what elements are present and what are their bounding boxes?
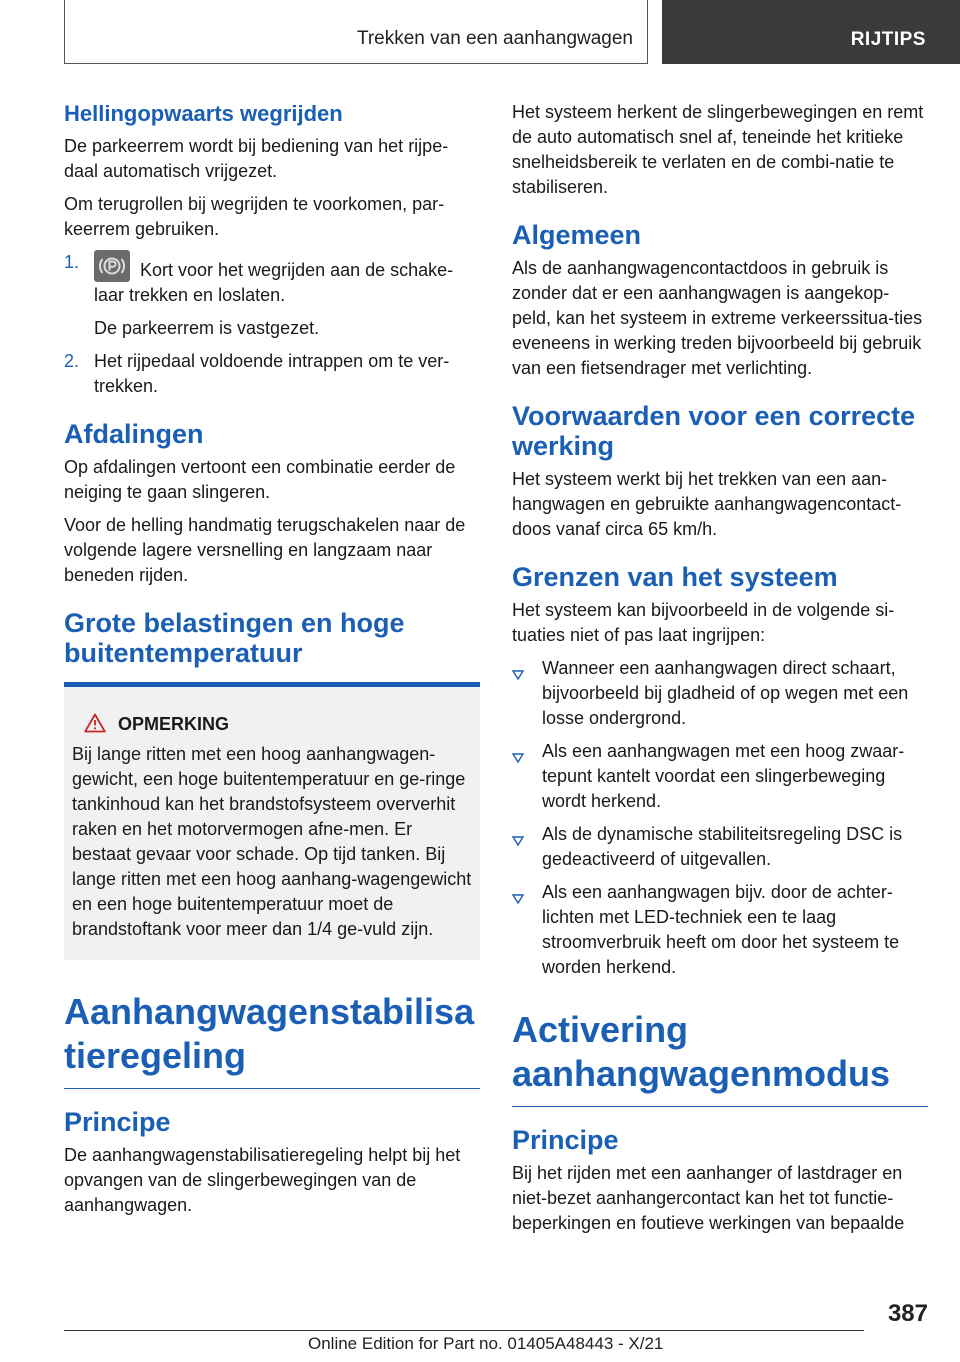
- edition-text: Online Edition for Part no. 01405A48443 - X/21: [308, 1334, 664, 1353]
- list-item: [512, 822, 928, 872]
- footer-rule: [64, 1330, 864, 1331]
- paragraph: Het systeem werkt bij het trekken van een aan-hangwagen en gebruikte aanhangwagencontact-doos vanaf circa 65 km/h.: [512, 469, 902, 539]
- heading-rule: [64, 1088, 480, 1089]
- step-list-continued: [64, 349, 480, 399]
- triangle-bullet-icon: [512, 746, 524, 771]
- note-header: [72, 713, 472, 738]
- chapter-tab: [662, 0, 960, 64]
- list-item: [512, 739, 928, 814]
- step-item: [64, 349, 480, 399]
- list-item: [512, 656, 928, 731]
- paragraph: Op afdalingen vertoont een combinatie eerder de neiging te gaan slingeren.: [64, 457, 456, 502]
- heading-rule: [512, 1106, 928, 1107]
- warning-note-box: [64, 682, 480, 960]
- step-text: Het rijpedaal voldoende intrappen om te ver-trekken.: [94, 351, 450, 396]
- warning-triangle-icon: [84, 713, 106, 738]
- section-title-box: [64, 0, 648, 64]
- list-item-text: Als een aanhangwagen bijv. door de achter-lichten met LED-techniek een te laag stroomverbruik heeft om door het systeem te worden herkend.: [542, 882, 900, 977]
- limitations-list: [512, 656, 928, 980]
- heading-principe: Principe: [64, 1107, 171, 1137]
- triangle-bullet-icon: [512, 663, 524, 688]
- section-title: Trekken van een aanhangwagen: [356, 28, 633, 49]
- left-column: [64, 100, 480, 1226]
- parking-brake-button-icon: [94, 250, 130, 282]
- step-text: Kort voor het wegrijden aan de schake-laar trekken en loslaten.: [94, 260, 454, 305]
- triangle-bullet-icon: [512, 829, 524, 854]
- heading-voorwaarden: Voorwaarden voor een correcte werking: [512, 401, 916, 461]
- step-item: [64, 250, 480, 308]
- paragraph: Om terugrollen bij wegrijden te voorkomen, par-keerrem gebruiken.: [64, 194, 445, 239]
- note-text: Bij lange ritten met een hoog aanhangwagen-gewicht, een hoge buitentemperatuur en ge-ringe tankinhoud kan het brandstofsysteem oververhit raken en het motorvermogen afne-men. Er bestaat gevaar voor schade. Op tijd tanken. Bij lange ritten met een hoog aanhang-wagengewicht en een hoge buitentemperatuur moet de brandstoftank voor meer dan 1/4 ge-vuld zijn.: [72, 744, 472, 939]
- step-sub-text: De parkeerrem is vastgezet.: [94, 318, 320, 338]
- paragraph: Als de aanhangwagencontactdoos in gebruik is zonder dat er een aanhangwagen is aangekop-peld, kan het systeem in extreme verkeerssitua-ties eveneens in werking treden bijvoorbeeld bij gebruik van een fietsendrager met verlichting.: [512, 258, 923, 378]
- heading-grenzen: Grenzen van het systeem: [512, 562, 838, 592]
- paragraph: Voor de helling handmatig terugschakelen naar de volgende lagere versnelling en langzaam naar beneden rijden.: [64, 515, 466, 585]
- paragraph: De aanhangwagenstabilisatieregeling helpt bij het opvangen van de slingerbewegingen van de aanhangwagen.: [64, 1145, 461, 1215]
- heading-algemeen: Algemeen: [512, 220, 642, 250]
- chapter-label: RIJTIPS: [850, 29, 926, 50]
- page-number: 387: [887, 1300, 928, 1327]
- heading-activering-aanhangwagenmodus: Activering aanhangwagenmodus: [512, 1009, 891, 1094]
- right-column: [512, 100, 928, 1244]
- list-item-text: Wanneer een aanhangwagen direct schaart, bijvoorbeeld bij gladheid of op wegen met een losse ondergrond.: [542, 658, 909, 728]
- heading-principe: Principe: [512, 1125, 619, 1155]
- paragraph: Het systeem herkent de slingerbewegingen en remt de auto automatisch snel af, teneinde het kritieke snelheidsbereik te verlaten en de combi-natie te stabiliseren.: [512, 102, 924, 197]
- paragraph: Bij het rijden met een aanhanger of lastdrager en niet-bezet aanhangercontact kan het tot functie-beperkingen en foutieve werkingen van bepaalde: [512, 1163, 905, 1233]
- step-number: 1.: [64, 252, 80, 272]
- list-item-text: Als een aanhangwagen met een hoog zwaar-tepunt kantelt voordat een slingerbeweging wordt herkend.: [542, 741, 905, 811]
- list-item: [512, 880, 928, 980]
- page-header: [0, 0, 960, 66]
- note-label: OPMERKING: [118, 714, 230, 734]
- step-number: 2.: [64, 351, 80, 371]
- heading-afdalingen: Afdalingen: [64, 419, 204, 449]
- list-item-text: Als de dynamische stabiliteitsregeling DSC is gedeactiveerd of uitgevallen.: [542, 824, 903, 869]
- heading-aanhangwagenstabilisatieregeling: Aanhangwagenstabilisatieregeling: [64, 991, 475, 1076]
- step-list: [64, 250, 480, 308]
- paragraph: De parkeerrem wordt bij bediening van het rijpe-daal automatisch vrijgezet.: [64, 136, 449, 181]
- heading-hellingopwaarts: Hellingopwaarts wegrijden: [64, 101, 343, 126]
- paragraph: Het systeem kan bijvoorbeeld in de volgende si-tuaties niet of pas laat ingrijpen:: [512, 600, 895, 645]
- heading-grote-belastingen: Grote belastingen en hoge buitentemperatuur: [64, 608, 405, 668]
- triangle-bullet-icon: [512, 887, 524, 912]
